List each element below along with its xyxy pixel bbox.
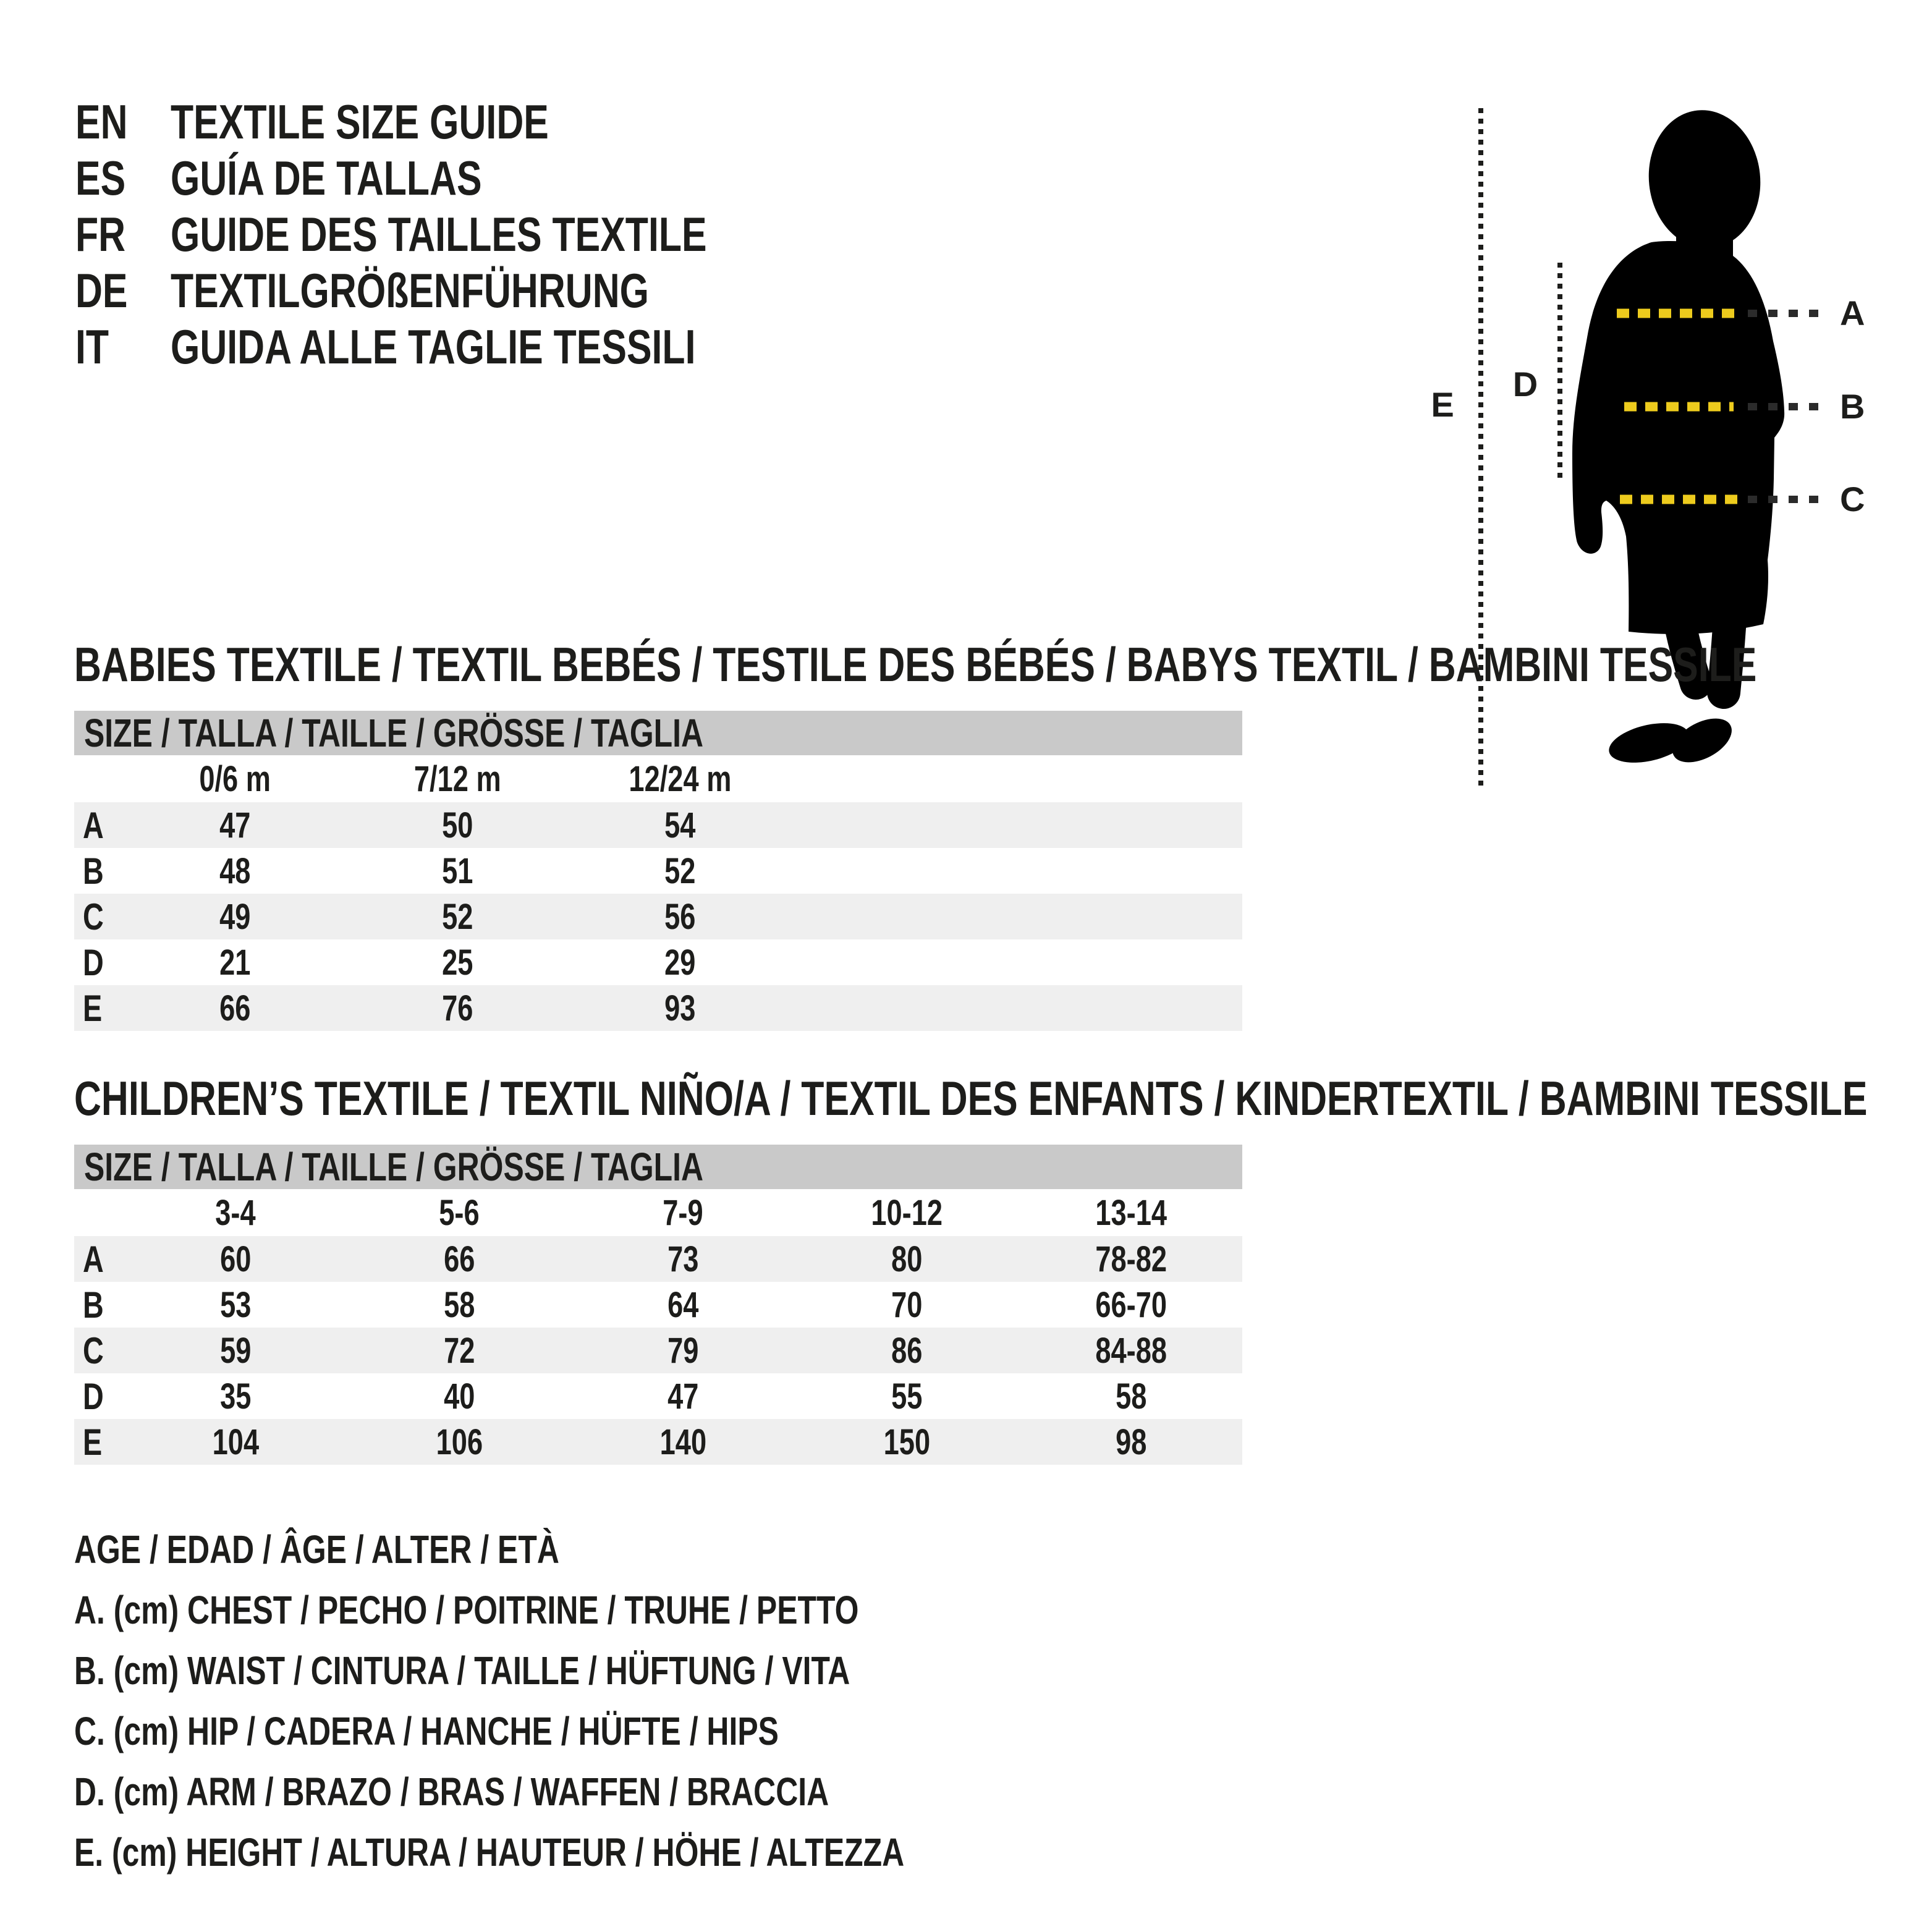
value-cell: 66	[219, 988, 251, 1028]
babies-column-header-row	[74, 755, 1242, 802]
diagram-label-a: A	[1840, 294, 1865, 333]
language-title: GUIDA ALLE TAGLIE TESSILI	[171, 320, 696, 374]
diagram-label-b: B	[1840, 387, 1865, 426]
value-cell: 140	[659, 1421, 706, 1462]
legend-line-waist: B. (cm) WAIST / CINTURA / TAILLE / HÜFTUNG / VITA	[74, 1648, 850, 1693]
value-cell: 47	[667, 1376, 699, 1417]
language-code: IT	[75, 320, 109, 374]
value-cell: 66	[443, 1239, 475, 1279]
value-cell: 70	[891, 1284, 923, 1325]
value-cell: 72	[443, 1330, 475, 1371]
language-row-es	[75, 150, 858, 206]
row-label: B	[83, 850, 104, 892]
value-cell: 35	[219, 1376, 252, 1417]
table-row	[74, 802, 1242, 848]
value-cell: 58	[443, 1284, 475, 1325]
children-column-header-row	[74, 1189, 1242, 1236]
value-cell: 49	[219, 896, 251, 937]
column-header: 12/24 m	[628, 758, 731, 799]
value-cell: 53	[219, 1284, 252, 1325]
babies-size-header-bar	[74, 711, 1242, 755]
value-cell: 80	[891, 1239, 923, 1279]
table-row	[74, 1282, 1242, 1328]
babies-section-heading	[74, 637, 1932, 692]
row-label: D	[83, 941, 104, 983]
value-cell: 21	[219, 942, 251, 983]
column-header: 7-9	[663, 1192, 703, 1233]
value-cell: 78-82	[1095, 1239, 1167, 1279]
column-header: 3-4	[215, 1192, 256, 1233]
language-title: GUIDE DES TAILLES TEXTILE	[171, 207, 707, 261]
table-row	[74, 1419, 1242, 1465]
row-label: E	[83, 987, 103, 1029]
row-label: C	[83, 1329, 104, 1371]
measurement-diagram	[1409, 74, 1932, 822]
value-cell: 150	[883, 1421, 930, 1462]
size-header-text: SIZE / TALLA / TAILLE / GRÖSSE / TAGLIA	[84, 1145, 704, 1189]
value-cell: 66-70	[1095, 1284, 1167, 1325]
value-cell: 98	[1115, 1421, 1147, 1462]
value-cell: 79	[667, 1330, 699, 1371]
row-label: A	[83, 1238, 104, 1280]
language-code: ES	[75, 151, 126, 205]
legend-line-arm: D. (cm) ARM / BRAZO / BRAS / WAFFEN / BRACCIA	[74, 1769, 829, 1814]
language-row-de	[75, 263, 858, 319]
value-cell: 47	[219, 805, 251, 845]
children-section-heading	[74, 1070, 1932, 1125]
value-cell: 84-88	[1095, 1330, 1167, 1371]
language-row-fr	[75, 206, 858, 263]
diagram-label-c: C	[1840, 480, 1865, 519]
value-cell: 76	[441, 988, 473, 1028]
value-cell: 56	[664, 896, 696, 937]
value-cell: 29	[664, 942, 696, 983]
value-cell: 51	[441, 850, 473, 891]
table-row	[74, 894, 1242, 939]
value-cell: 52	[441, 896, 473, 937]
column-header: 0/6 m	[199, 758, 271, 799]
diagram-label-e: E	[1431, 385, 1454, 424]
silhouette-right-shoe	[1665, 710, 1739, 771]
value-cell: 64	[667, 1284, 699, 1325]
value-cell: 106	[436, 1421, 483, 1462]
row-label: D	[83, 1375, 104, 1417]
value-cell: 54	[664, 805, 696, 845]
diagram-label-d: D	[1512, 365, 1538, 404]
table-row	[74, 985, 1242, 1031]
language-row-it	[75, 319, 858, 375]
measurement-legend	[74, 1519, 1138, 1883]
value-cell: 59	[219, 1330, 252, 1371]
value-cell: 93	[664, 988, 696, 1028]
table-row	[74, 848, 1242, 894]
value-cell: 58	[1115, 1376, 1147, 1417]
table-row	[74, 1236, 1242, 1282]
row-label: E	[83, 1421, 103, 1463]
babies-heading-text: BABIES TEXTILE / TEXTIL BEBÉS / TESTILE DES BÉBÉS / BABYS TEXTIL / BAMBINI TESSILE	[74, 637, 1757, 692]
size-header-text: SIZE / TALLA / TAILLE / GRÖSSE / TAGLIA	[84, 711, 704, 755]
value-cell: 25	[441, 942, 473, 983]
value-cell: 40	[443, 1376, 475, 1417]
legend-line-chest: A. (cm) CHEST / PECHO / POITRINE / TRUHE / PETTO	[74, 1588, 859, 1632]
language-title: GUÍA DE TALLAS	[171, 151, 482, 205]
language-code: EN	[75, 95, 128, 149]
babies-size-table	[74, 711, 1242, 1031]
table-row	[74, 939, 1242, 985]
value-cell: 52	[664, 850, 696, 891]
language-title: TEXTILE SIZE GUIDE	[171, 95, 549, 149]
children-size-table	[74, 1145, 1242, 1465]
children-heading-text: CHILDREN’S TEXTILE / TEXTIL NIÑO/A / TEXTIL DES ENFANTS / KINDERTEXTIL / BAMBINI TESSILE	[74, 1070, 1868, 1125]
language-code: DE	[75, 263, 128, 318]
value-cell: 60	[219, 1239, 252, 1279]
column-header: 7/12 m	[413, 758, 501, 799]
language-title: TEXTILGRÖßENFÜHRUNG	[171, 263, 649, 318]
legend-line-hip: C. (cm) HIP / CADERA / HANCHE / HÜFTE / HIPS	[74, 1709, 779, 1753]
column-header: 5-6	[439, 1192, 480, 1233]
column-header: 13-14	[1095, 1192, 1167, 1233]
row-label: A	[83, 804, 104, 846]
language-code: FR	[75, 207, 126, 261]
table-row	[74, 1373, 1242, 1419]
legend-line-height: E. (cm) HEIGHT / ALTURA / HAUTEUR / HÖHE / ALTEZZA	[74, 1830, 905, 1875]
value-cell: 104	[212, 1421, 259, 1462]
table-row	[74, 1328, 1242, 1373]
children-size-header-bar	[74, 1145, 1242, 1189]
column-header: 10-12	[871, 1192, 943, 1233]
value-cell: 55	[891, 1376, 923, 1417]
value-cell: 86	[891, 1330, 923, 1371]
language-row-en	[75, 94, 858, 150]
value-cell: 48	[219, 850, 251, 891]
value-cell: 73	[667, 1239, 699, 1279]
row-label: C	[83, 896, 104, 938]
value-cell: 50	[441, 805, 473, 845]
language-title-list	[75, 94, 858, 375]
legend-line-age: AGE / EDAD / ÂGE / ALTER / ETÀ	[74, 1527, 559, 1572]
row-label: B	[83, 1284, 104, 1326]
